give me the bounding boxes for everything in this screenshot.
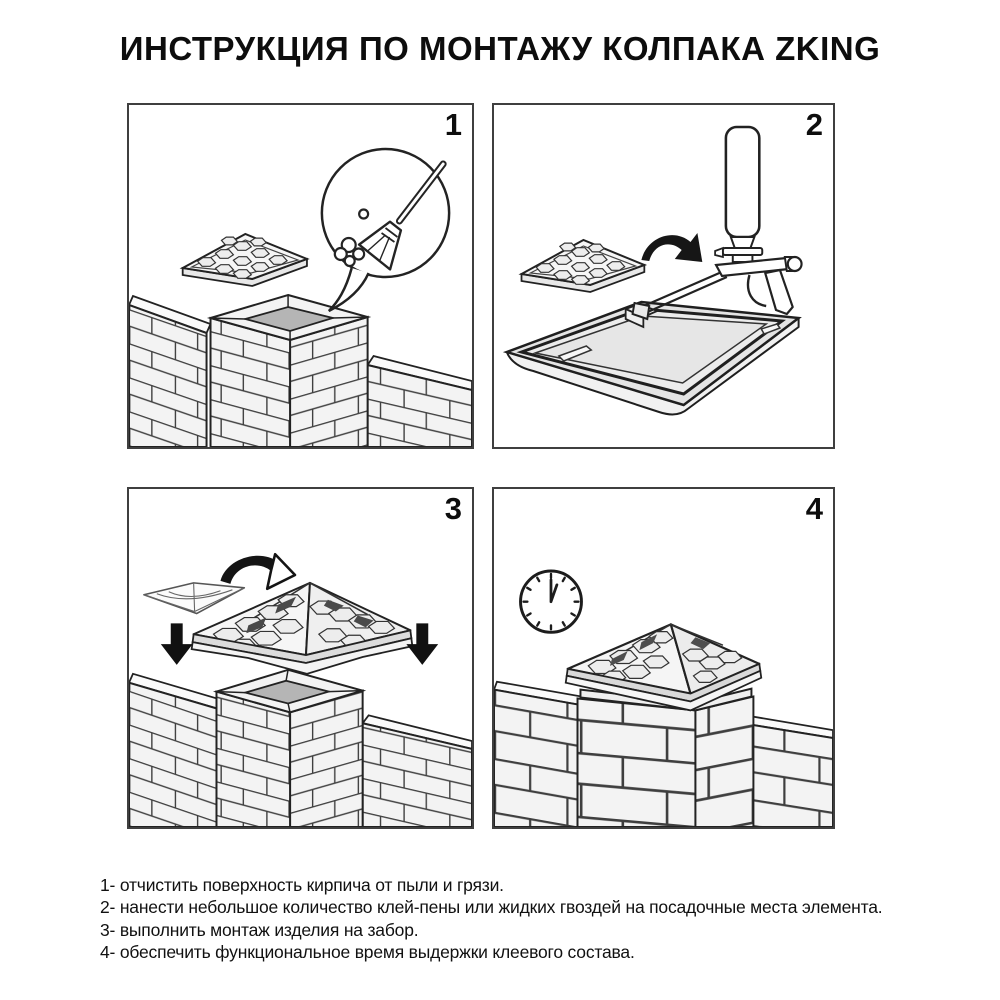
step-item: 4- обеспечить функциональное время выдержки клеевого состава. <box>100 942 635 963</box>
flip-arrow-icon <box>641 233 702 262</box>
panel-4 <box>492 487 835 829</box>
panel-3 <box>127 487 474 829</box>
panel-1 <box>127 103 474 449</box>
step-item: 1- отчистить поверхность кирпича от пыли и грязи. <box>100 875 504 895</box>
page-title: ИНСТРУКЦИЯ ПО МОНТАЖУ КОЛПАКА ZKING <box>119 30 881 67</box>
panel-number: 1 <box>444 107 462 142</box>
panel-3-illustration <box>129 489 472 827</box>
speech-bubble <box>322 149 449 311</box>
panel-2-illustration <box>494 105 833 447</box>
gun-trigger <box>748 275 766 306</box>
step-item: 3- выполнить монтаж изделия на забор. <box>100 919 419 940</box>
cap-top-view <box>183 234 307 286</box>
foam-gun-icon <box>633 127 802 319</box>
cap-installed <box>566 624 762 710</box>
steps-list <box>100 874 960 964</box>
brick-pillar <box>211 295 368 447</box>
cap-underside-small <box>144 583 244 614</box>
brick-wall-right <box>363 715 472 827</box>
panel-1-illustration <box>129 105 472 447</box>
brick-wall-left <box>129 296 211 447</box>
brick-pillar <box>578 697 754 827</box>
panel-number: 4 <box>805 491 823 526</box>
step-item: 2- нанести небольшое количество клей-пены или жидких гвоздей на посадочные места элемента. <box>100 897 883 918</box>
clock-icon <box>521 571 582 632</box>
panel-number: 2 <box>805 107 823 142</box>
panel-number: 3 <box>444 491 462 526</box>
panel-4-illustration <box>494 489 833 827</box>
brick-wall-left <box>494 682 581 827</box>
gun-handle <box>765 270 793 314</box>
panel-2 <box>492 103 835 449</box>
flip-arrow-icon <box>220 554 295 589</box>
brick-wall-right <box>368 356 472 447</box>
brick-wall-left <box>129 674 220 827</box>
down-arrow-icon <box>161 623 193 665</box>
brick-pillar <box>216 670 362 827</box>
cap-upside-down-tray <box>507 302 799 414</box>
